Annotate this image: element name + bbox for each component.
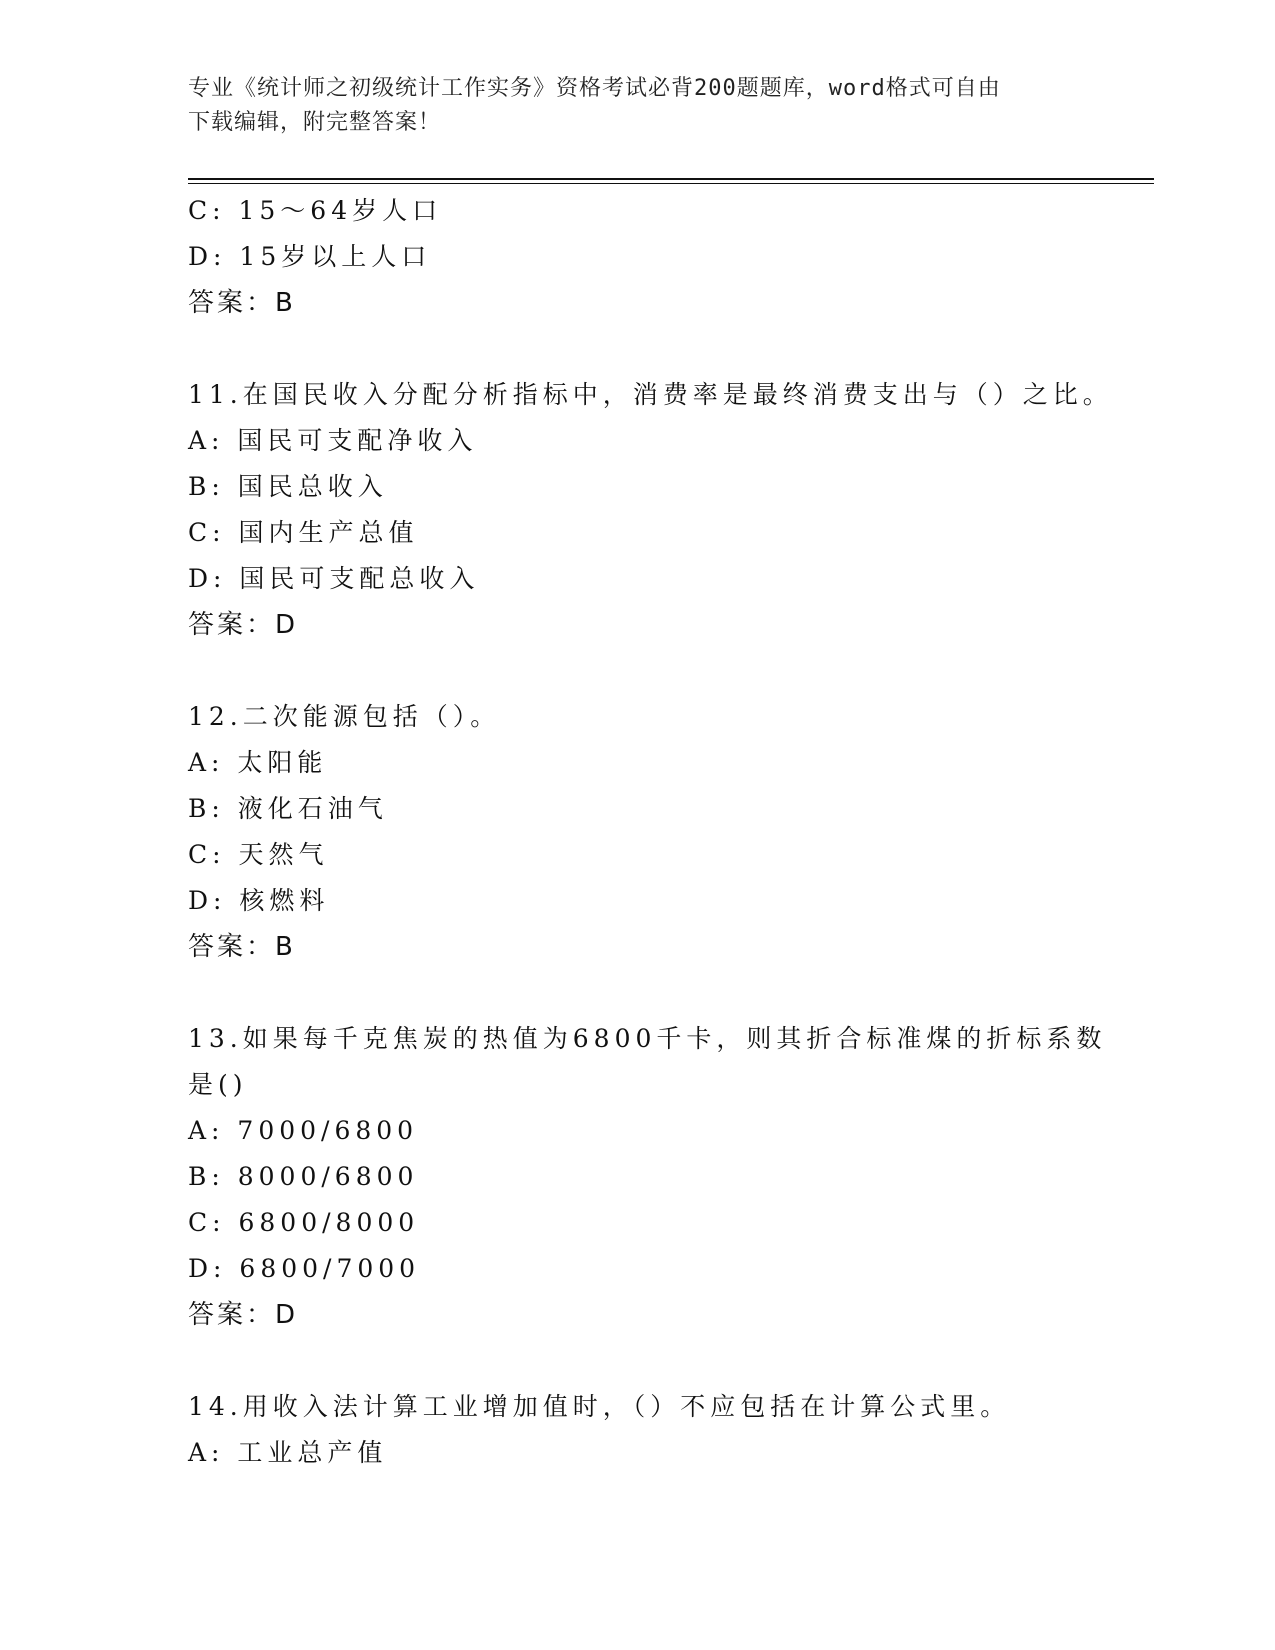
- header-divider-thin: [188, 183, 1154, 184]
- header-divider-thick: [188, 178, 1154, 180]
- option-d: D: 国民可支配总收入: [188, 564, 480, 593]
- document-header: [188, 72, 1088, 140]
- option-a: A: 太阳能: [188, 748, 328, 777]
- question-14: [188, 1384, 1088, 1476]
- option-d: D: 6800/7000: [188, 1254, 421, 1283]
- spacer: [188, 326, 1088, 372]
- option-d: D: 核燃料: [188, 886, 330, 915]
- question-stem: 11.在国民收入分配分析指标中，消费率是最终消费支出与（）之比。: [188, 380, 1113, 409]
- option-a: A: 7000/6800: [188, 1116, 419, 1145]
- spacer: [188, 1338, 1088, 1384]
- question-stem: 12.二次能源包括（）。: [188, 702, 501, 731]
- option-b: B: 8000/6800: [188, 1162, 419, 1191]
- option-b: B: 液化石油气: [188, 794, 388, 823]
- question-10: [188, 188, 1088, 326]
- answer-label: 答案：B: [188, 932, 296, 962]
- option-c: C: 国内生产总值: [188, 518, 419, 547]
- option-a: A: 工业总产值: [188, 1438, 388, 1467]
- question-stem-line-2: 是(): [188, 1070, 248, 1099]
- answer-label: 答案：B: [188, 288, 296, 318]
- option-a: A: 国民可支配净收入: [188, 426, 478, 455]
- header-line-2: 下载编辑，附完整答案！: [188, 110, 442, 135]
- header-line-1: 专业《统计师之初级统计工作实务》资格考试必背200题题库，word格式可自由: [188, 76, 1001, 101]
- option-c: C: 15～64岁人口: [188, 196, 443, 225]
- answer-label: 答案：D: [188, 1300, 299, 1330]
- question-list: [188, 188, 1113, 1476]
- question-12: [188, 694, 1088, 970]
- question-13: [188, 1016, 1107, 1338]
- spacer: [188, 970, 1088, 1016]
- option-c: C: 天然气: [188, 840, 329, 869]
- option-d: D: 15岁以上人口: [188, 242, 432, 271]
- option-b: B: 国民总收入: [188, 472, 388, 501]
- option-c: C: 6800/8000: [188, 1208, 420, 1237]
- question-stem-line-1: 13.如果每千克焦炭的热值为6800千卡，则其折合标准煤的折标系数: [188, 1024, 1107, 1053]
- spacer: [188, 648, 1088, 694]
- answer-label: 答案：D: [188, 610, 299, 640]
- question-11: [188, 372, 1113, 648]
- question-stem: 14.用收入法计算工业增加值时，（）不应包括在计算公式里。: [188, 1392, 1011, 1421]
